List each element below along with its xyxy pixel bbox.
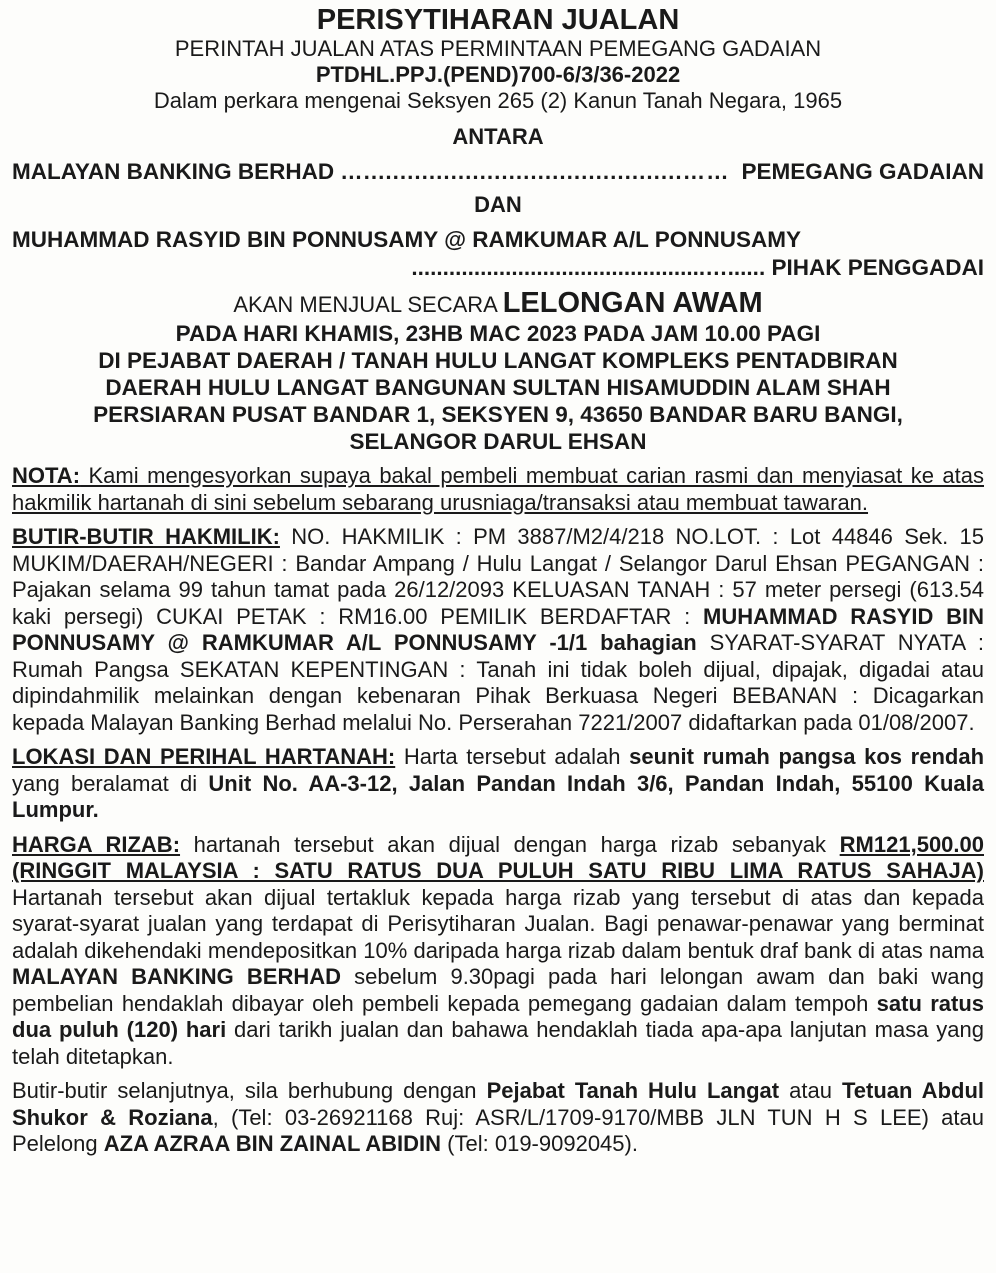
registered-owner: MUHAMMAD RASYID BIN PONNUSAMY @ RAMKUMAR A/L PONNUSAMY -1/1 bahagian [12,603,984,655]
deposit-payee: MALAYAN BANKING BERHAD [12,964,342,989]
contact-paragraph [12,1078,984,1158]
location-text-1: Harta tersebut adalah [395,744,630,769]
title-details-text-2: SYARAT-SYARAT NYATA : Rumah Pangsa SEKATAN KEPENTINGAN : Tanah ini tidak boleh dijual, dipajak, digadai atau dipindahmilik melainkan dengan kebenaran Pihak Berkuasa Negeri BEBANAN : Dicagarkan kepada Malayan Banking Berhad melalui No. Perserahan 7221/2007 didaftarkan pada 01/08/2007. [12,630,984,735]
chargee-line [12,158,984,186]
reserve-text-4: dari tarikh jualan dan bahawa hendaklah tiada apa-apa lanjutan masa yang telah ditetapkan. [12,1017,984,1069]
location-paragraph [12,744,984,824]
chargor-dots: ...............................................…...... [411,255,766,280]
location-text-2: yang beralamat di [12,770,209,796]
contact-text-4: (Tel: 019-9092045). [441,1131,638,1156]
title-details-paragraph [12,524,984,736]
auction-venue-line-3: PERSIARAN PUSAT BANDAR 1, SEKSYEN 9, 43650 BANDAR BARU BANGI, [93,402,903,427]
chargee-name: MALAYAN BANKING BERHAD [12,159,335,184]
chargee-dots: …............................................…… [340,159,730,184]
land-office: Pejabat Tanah Hulu Langat [486,1078,780,1103]
chargor-name: MUHAMMAD RASYID BIN PONNUSAMY @ RAMKUMAR A/L PONNUSAMY [12,227,802,252]
between-label: ANTARA [452,124,544,149]
chargor-line [12,254,984,282]
reserve-amount: RM121,500.00 (RINGGIT MALAYSIA : SATU RATUS DUA PULUH SATU RIBU LIMA RATUS SAHAJA) [12,831,984,883]
reserve-price-paragraph [12,832,984,1071]
reserve-text-2: Hartanah tersebut akan dijual tertakluk kepada harga rizab yang tersebut di atas dan kepada syarat-syarat jualan yang terdapat di Perisytiharan Jualan. Bagi penawar-penawar yang berminat adalah dikehendaki mendepositkan 10% daripada harga rizab dalam bentuk draf bank di atas nama [12,884,984,963]
payment-period: satu ratus dua puluh (120) hari [12,990,984,1042]
auctioneer-name: AZA AZRAA BIN ZAINAL ABIDIN [103,1131,442,1156]
legal-matter: Dalam perkara mengenai Seksyen 265 (2) Kanun Tanah Negara, 1965 [153,88,843,113]
note-paragraph [12,463,984,516]
notice-subtitle: PERINTAH JUALAN ATAS PERMINTAAN PEMEGANG GADAIAN [174,36,822,61]
notice-title: PERISYTIHARAN JUALAN [316,4,680,36]
contact-text-3: , (Tel: 03-26921168 Ruj: ASR/L/1709-9170/MBB JLN TUN H S LEE) atau Pelelong [12,1104,984,1156]
title-details-label: BUTIR-BUTIR HAKMILIK: [12,524,280,549]
contact-text-1: Butir-butir selanjutnya, sila berhubung dengan [12,1078,487,1103]
reserve-text-3: sebelum 9.30pagi pada hari lelongan awam dan baki wang pembelian hendaklah dibayar oleh pembeli kepada pemegang gadaian dalam tempoh [12,964,985,1016]
auction-venue-line-1: DI PEJABAT DAERAH / TANAH HULU LANGAT KOMPLEKS PENTADBIRAN [98,348,898,373]
and-label: DAN [474,192,522,217]
property-type: seunit rumah pangsa kos rendah [629,744,985,769]
law-firm: Tetuan Abdul Shukor & Roziana [12,1078,984,1130]
location-label: LOKASI DAN PERIHAL HARTANAH: [12,744,396,769]
auction-venue-line-4: SELANGOR DARUL EHSAN [349,429,647,454]
chargee-role: PEMEGANG GADAIAN [741,159,984,184]
auction-heading [12,288,984,320]
reserve-price-label: HARGA RIZAB: [12,831,181,857]
reserve-text-1: hartanah tersebut akan dijual dengan harga rizab sebanyak [180,831,840,857]
auction-lead-text: AKAN MENJUAL SECARA [233,292,503,317]
auction-type: LELONGAN AWAM [502,287,763,319]
title-details-text-1: NO. HAKMILIK : PM 3887/M2/4/218 NO.LOT. : Lot 44846 Sek. 15 MUKIM/DAERAH/NEGERI : Bandar Ampang / Hulu Langat / Selangor Darul Ehsan PEGANGAN : Pajakan selama 99 tahun tamat pada 26/12/2093 KELUASAN TANAH : 57 meter persegi (613.54 kaki persegi) CUKAI PETAK : RM16.00 PEMILIK BERDAFTAR : [12,524,985,629]
note-label: NOTA: [12,463,81,488]
auction-venue-line-2: DAERAH HULU LANGAT BANGUNAN SULTAN HISAMUDDIN ALAM SHAH [105,375,891,400]
auction-date: PADA HARI KHAMIS, 23HB MAC 2023 PADA JAM 10.00 PAGI [175,321,821,346]
contact-text-2: atau [779,1078,842,1103]
reference-number: PTDHL.PPJ.(PEND)700-6/3/36-2022 [315,62,681,87]
property-address: Unit No. AA-3-12, Jalan Pandan Indah 3/6, Pandan Indah, 55100 Kuala Lumpur. [12,770,984,822]
chargor-role: PIHAK PENGGADAI [771,255,984,280]
note-text: Kami mengesyorkan supaya bakal pembeli membuat carian rasmi dan menyiasat ke atas hakmilik hartanah di sini sebelum sebarang urusniaga/transaksi atau membuat tawaran. [12,463,984,515]
